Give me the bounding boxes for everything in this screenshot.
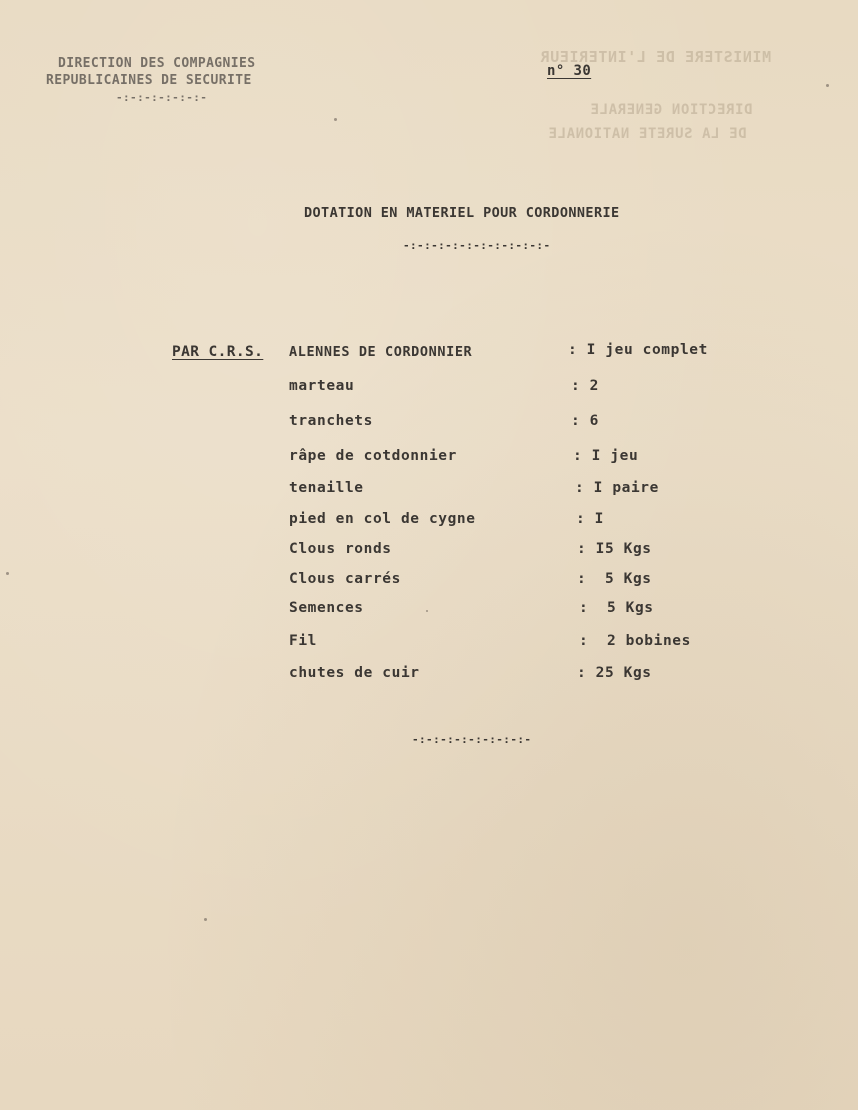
item-label-hammer: marteau bbox=[289, 378, 355, 394]
paper-speck bbox=[204, 918, 207, 921]
paper-speck bbox=[6, 572, 9, 575]
item-value-square-nails: : 5 Kgs bbox=[577, 571, 652, 587]
footer-rule: -:-:-:-:-:-:-:-:- bbox=[412, 733, 532, 746]
item-label-knives: tranchets bbox=[289, 413, 373, 429]
item-label-tacks: Semences bbox=[289, 600, 364, 616]
item-label-square-nails: Clous carrés bbox=[289, 571, 401, 587]
item-value-anvil: : I bbox=[576, 511, 604, 527]
title-rule: -:-:-:-:-:-:-:-:-:-:- bbox=[403, 239, 551, 252]
item-value-hammer: : 2 bbox=[571, 378, 599, 394]
document-title: DOTATION EN MATERIEL POUR CORDONNERIE bbox=[304, 205, 620, 221]
paper-speck bbox=[826, 84, 829, 87]
item-value-round-nails: : I5 Kgs bbox=[577, 541, 652, 557]
org-name-rule: -:-:-:-:-:-:- bbox=[116, 91, 208, 104]
item-label-round-nails: Clous ronds bbox=[289, 541, 392, 557]
item-value-thread: : 2 bobines bbox=[579, 633, 691, 649]
item-label-thread: Fil bbox=[289, 633, 317, 649]
item-value-knives: : 6 bbox=[571, 413, 599, 429]
item-label-awls: ALENNES DE CORDONNIER bbox=[289, 344, 473, 360]
item-value-leather-scraps: : 25 Kgs bbox=[577, 665, 652, 681]
item-value-rasp: : I jeu bbox=[573, 448, 639, 464]
org-name-line-2: REPUBLICAINES DE SECURITE bbox=[46, 73, 252, 88]
item-label-anvil: pied en col de cygne bbox=[289, 511, 476, 527]
bleed-through-line-1: MINISTERE DE L'INTERIEUR bbox=[540, 48, 772, 66]
item-value-awls: : I jeu complet bbox=[568, 342, 708, 358]
paper-speck bbox=[334, 118, 337, 121]
document-number: n° 30 bbox=[547, 63, 592, 79]
item-label-leather-scraps: chutes de cuir bbox=[289, 665, 420, 681]
item-label-rasp: râpe de cotdonnier bbox=[289, 448, 457, 464]
bleed-through-line-3: DE LA SURETE NATIONALE bbox=[548, 126, 747, 142]
item-value-tacks: : 5 Kgs bbox=[579, 600, 654, 616]
org-name-line-1: DIRECTION DES COMPAGNIES bbox=[58, 56, 256, 71]
list-prefix: PAR C.R.S. bbox=[172, 344, 264, 360]
item-value-pincers: : I paire bbox=[575, 480, 659, 496]
bleed-through-line-2: DIRECTION GENERALE bbox=[590, 102, 753, 118]
item-label-pincers: tenaille bbox=[289, 480, 364, 496]
paper-speck bbox=[426, 610, 428, 612]
